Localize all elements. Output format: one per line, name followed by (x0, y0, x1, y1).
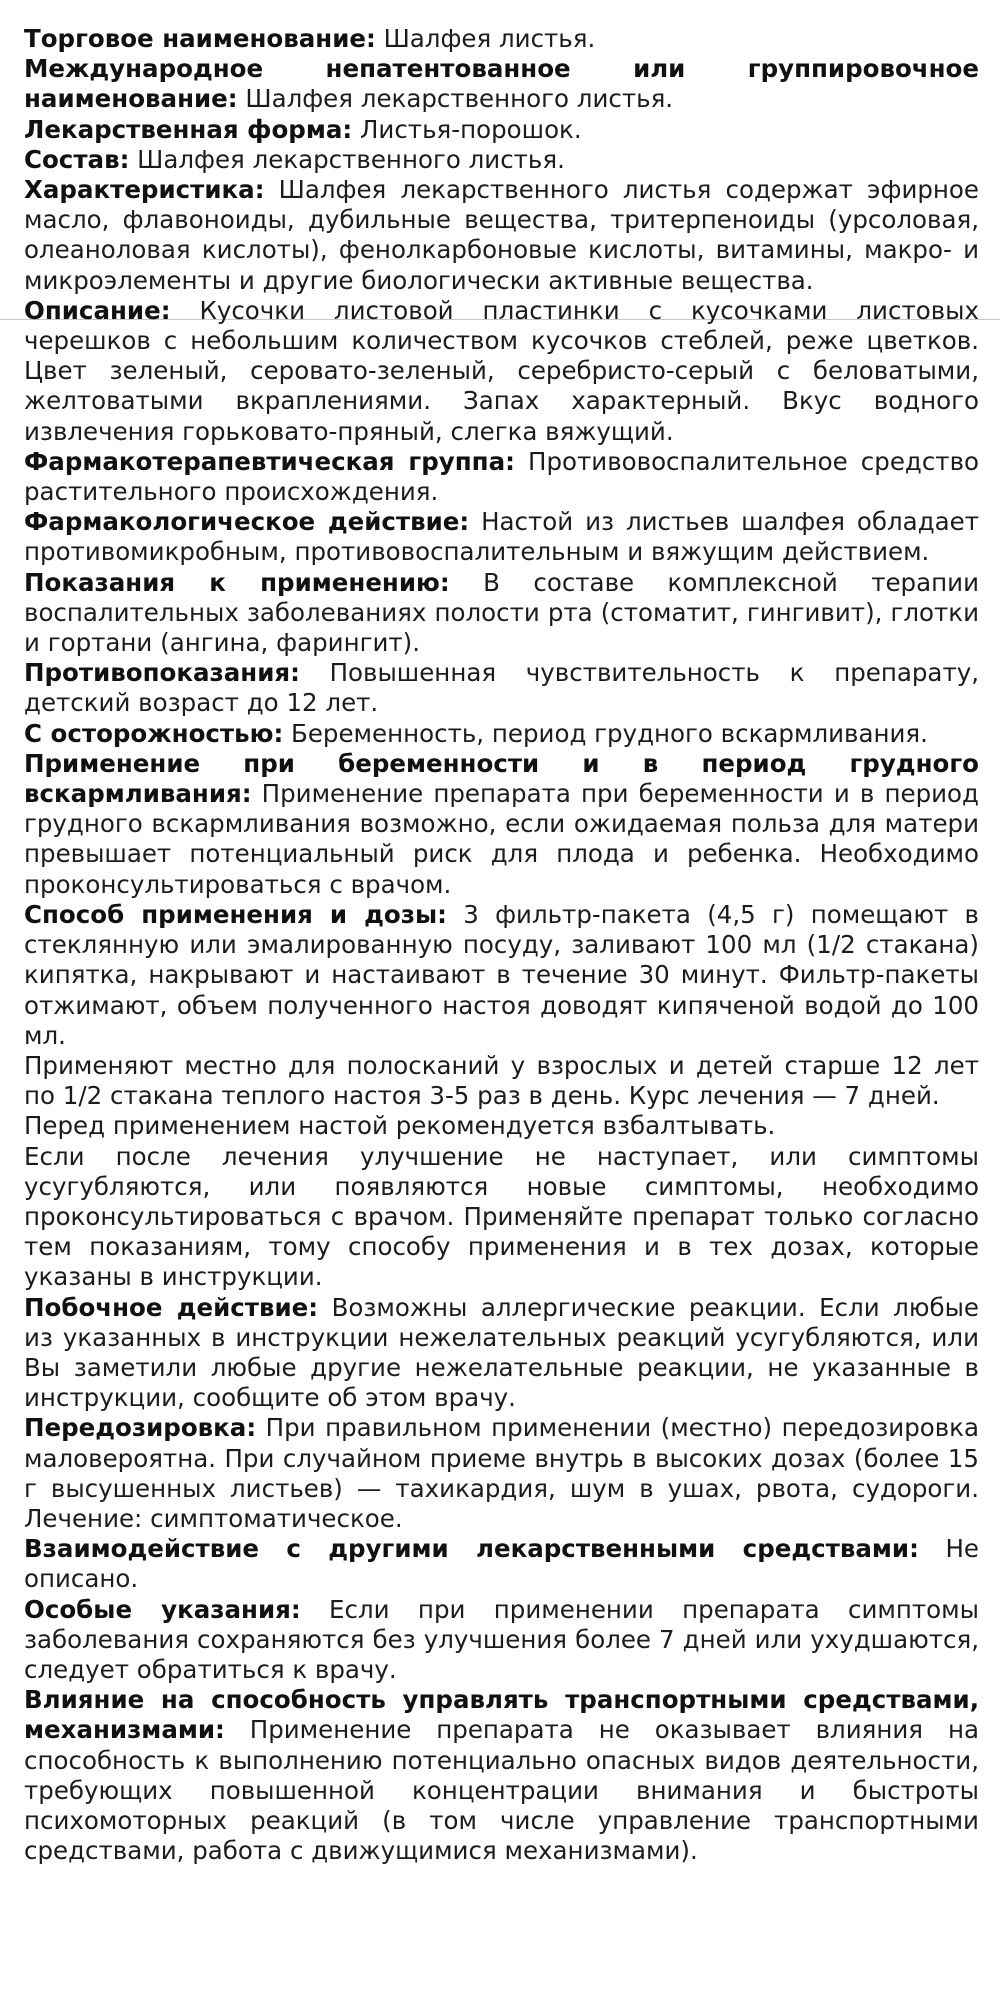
section-text: Шалфея листья. (375, 24, 596, 53)
section-text: Шалфея лекарственного листья. (237, 84, 674, 114)
section-label: Описание: (24, 295, 171, 325)
section-label: С осторожностью: (24, 718, 284, 748)
section-label: Показания к применению: (24, 567, 450, 597)
section-text: Кусочки листовой пластинки с кусочками листовых черешков с небольшим количеством кусочков стеблей, реже цветков. Цвет зеленый, серовато-зеленый, серебристо-серый с беловатыми, желтоватыми вкраплениями. Запах характерный. Вкус водного извлечения горьковато-пряный, слегка вяжущий. (24, 295, 979, 446)
section-text: Если при применении препарата симптомы заболевания сохраняются без улучшения более 7 дней или ухудшаются, следует обратиться к врачу. (24, 1594, 979, 1684)
section-contraindications (24, 658, 979, 718)
section-label: Взаимодействие с другими лекарственными средствами: (24, 1534, 919, 1564)
section-label: Побочное действие: (24, 1292, 319, 1322)
section-dosage-form (24, 115, 979, 145)
section-label: Фармакологическое действие: (24, 507, 470, 537)
section-text: Шалфея лекарственного листья содержат эфирное масло, флавоноиды, дубильные вещества, тритерпеноиды (урсоловая, олеаноловая кислоты), фенолкарбоновые кислоты, витамины, макро- и микроэлементы и другие биологически активные вещества. (24, 175, 979, 295)
section-inn (24, 54, 979, 114)
section-label: Влияние на способность управлять транспортными средствами, механизмами: (24, 1685, 979, 1745)
section-label: Состав: (24, 144, 130, 174)
section-text: Возможны аллергические реакции. Если любые из указанных в инструкции нежелательных реакций усугубляются, или Вы заметили любые другие нежелательные реакции, не указанные в инструкции, сообщите об этом врачу. (24, 1292, 979, 1413)
section-dosage-shake-paragraph (24, 1111, 979, 1141)
section-text: Перед применением настой рекомендуется взбалтывать. (24, 1111, 776, 1141)
section-text: Листья-порошок. (352, 114, 582, 144)
section-text: Применение препарата при беременности и в период грудного вскармливания возможно, если ожидаемая польза для матери превышает потенциальный риск для плода и ребенка. Необходимо проконсультироваться с врачом. (24, 779, 979, 899)
section-trade-name (24, 24, 979, 54)
section-pharmacological-action (24, 507, 979, 567)
section-dosage-usage-paragraph (24, 1051, 979, 1111)
section-label: Международное непатентованное или группировочное наименование: (24, 54, 979, 114)
section-text: Если после лечения улучшение не наступает, или симптомы усугубляются, или появляются новые симптомы, необходимо проконсультироваться с врачом. Применяйте препарат только согласно тем показаниям, тому способу применения и в тех дозах, которые указаны в инструкции. (24, 1141, 979, 1292)
section-label: Особые указания: (24, 1594, 301, 1624)
section-label: Торговое наименование: (24, 24, 376, 53)
section-label: Фармакотерапевтическая группа: (24, 446, 515, 476)
section-indications (24, 568, 979, 659)
section-text: Беременность, период грудного вскармливания. (283, 718, 928, 748)
section-text: Применяют местно для полосканий у взрослых и детей старше 12 лет по 1/2 стакана теплого настоя 3-5 раз в день. Курс лечения — 7 дней. (24, 1050, 979, 1111)
section-pregnancy-lactation (24, 749, 979, 900)
instruction-document (24, 24, 979, 1866)
section-label: Применение при беременности и в период грудного вскармливания: (24, 748, 979, 809)
section-special-instructions (24, 1595, 979, 1686)
section-driving-effect (24, 1685, 979, 1866)
section-text: Повышенная чувствительность к препарату, детский возраст до 12 лет. (24, 658, 979, 718)
section-text: Настой из листьев шалфея обладает противомикробным, противовоспалительным и вяжущим действием. (24, 507, 979, 567)
section-text: Противовоспалительное средство растительного происхождения. (24, 446, 979, 507)
section-label: Передозировка: (24, 1413, 257, 1443)
section-side-effects (24, 1293, 979, 1414)
section-text: Не описано. (24, 1534, 979, 1594)
section-text: В составе комплексной терапии воспалительных заболеваниях полости рта (стоматит, гингивит), глотки и гортани (ангина, фарингит). (24, 567, 979, 658)
section-pharmacotherapeutic-group (24, 447, 979, 507)
section-text: При правильном применении (местно) передозировка маловероятна. При случайном приеме внутрь в высоких дозах (более 15 г высушенных листьев) — тахикардия, шум в ушах, рвота, судороги. Лечение: симптоматическое. (24, 1413, 979, 1533)
section-overdose (24, 1413, 979, 1534)
section-composition (24, 145, 979, 175)
section-text: Шалфея лекарственного листья. (129, 144, 565, 174)
section-caution (24, 719, 979, 749)
section-text: 3 фильтр-пакета (4,5 г) помещают в стеклянную или эмалированную посуду, заливают 100 мл (1/2 стакана) кипятка, накрывают и настаивают в течение 30 минут. Фильтр-пакеты отжимают, объем полученного настоя доводят кипяченой водой до 100 мл. (24, 899, 979, 1050)
section-text: Применение препарата не оказывает влияния на способность к выполнению потенциально опасных видов деятельности, требующих повышенной концентрации внимания и быстроты психомоторных реакций (в том числе управление транспортными средствами, работа с движущимися механизмами). (24, 1715, 979, 1866)
section-label: Способ применения и дозы: (24, 899, 447, 929)
section-label: Лекарственная форма: (24, 114, 353, 144)
section-dosage-administration (24, 900, 979, 1051)
section-description (24, 296, 979, 447)
section-label: Противопоказания: (24, 658, 300, 688)
section-dosage-warning-paragraph (24, 1142, 979, 1293)
section-label: Характеристика: (24, 175, 265, 205)
section-characteristics (24, 175, 979, 296)
section-interactions (24, 1534, 979, 1594)
